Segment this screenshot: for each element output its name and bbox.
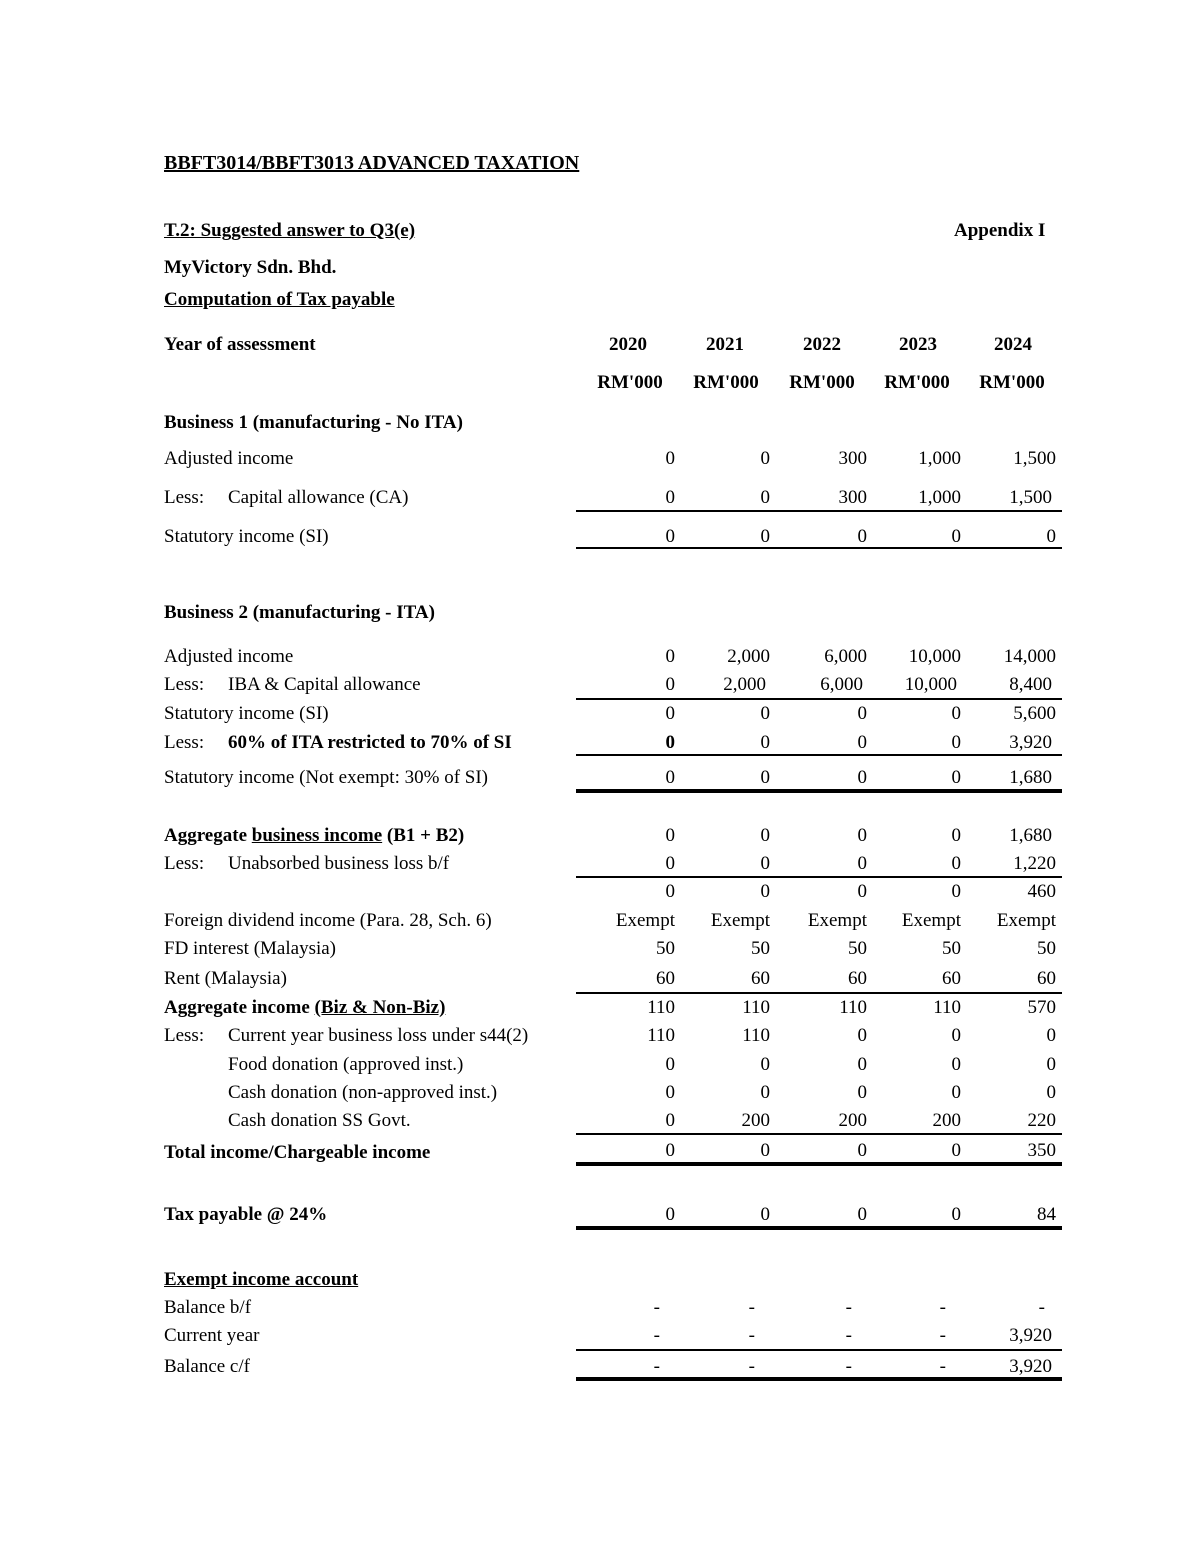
cell-value: 10,000 bbox=[904, 674, 957, 695]
cell-value: - bbox=[845, 1297, 852, 1318]
aggregate-business-label: Aggregate business income (B1 + B2) bbox=[164, 825, 465, 846]
cell-value: 0 bbox=[857, 732, 867, 753]
cell-value: 0 bbox=[665, 825, 675, 846]
cell-value: 84 bbox=[1037, 1204, 1056, 1225]
cell-value: 200 bbox=[741, 1110, 770, 1131]
rule-line bbox=[576, 1377, 1062, 1381]
cell-value: 200 bbox=[932, 1110, 961, 1131]
row-label: Capital allowance (CA) bbox=[228, 487, 409, 508]
business2-heading: Business 2 (manufacturing - ITA) bbox=[164, 602, 435, 623]
less-prefix: Less: bbox=[164, 674, 205, 695]
cell-value: 1,000 bbox=[918, 487, 961, 508]
less-prefix: Less: bbox=[164, 487, 205, 508]
cell-value: 0 bbox=[760, 1082, 770, 1103]
cell-value: 3,920 bbox=[1009, 1325, 1052, 1346]
cell-value: 50 bbox=[1037, 938, 1056, 959]
cell-value: 0 bbox=[665, 487, 675, 508]
aggregate-income-label: Aggregate income (Biz & Non-Biz) bbox=[164, 997, 446, 1018]
cell-value: 0 bbox=[951, 1054, 961, 1075]
cell-value: 60 bbox=[942, 968, 961, 989]
rule-line bbox=[576, 698, 1062, 700]
cell-value: 50 bbox=[656, 938, 675, 959]
cell-value: 60 bbox=[751, 968, 770, 989]
year-header: 2021 bbox=[706, 334, 744, 355]
cell-value: 570 bbox=[1027, 997, 1056, 1018]
year-header: 2023 bbox=[899, 334, 937, 355]
rule-line bbox=[576, 876, 1062, 878]
unit-header: RM'000 bbox=[884, 372, 950, 393]
unit-header: RM'000 bbox=[979, 372, 1045, 393]
cell-value: 350 bbox=[1027, 1140, 1056, 1161]
cell-value: 0 bbox=[760, 487, 770, 508]
cell-value: 0 bbox=[665, 1082, 675, 1103]
cell-value: Exempt bbox=[807, 910, 867, 931]
cell-value: 300 bbox=[838, 448, 867, 469]
cell-value: 0 bbox=[951, 732, 961, 753]
cell-value: 0 bbox=[1046, 526, 1056, 547]
cell-value: 0 bbox=[951, 703, 961, 724]
row-label: Balance c/f bbox=[164, 1356, 250, 1377]
cell-value: 0 bbox=[857, 1054, 867, 1075]
row-label: Statutory income (Not exempt: 30% of SI) bbox=[164, 767, 488, 788]
cell-value: 3,920 bbox=[1009, 1356, 1052, 1377]
row-label: IBA & Capital allowance bbox=[228, 674, 421, 695]
cell-value: 0 bbox=[857, 825, 867, 846]
rule-line bbox=[576, 1226, 1062, 1230]
cell-value: 0 bbox=[760, 1054, 770, 1075]
cell-value: 110 bbox=[742, 997, 770, 1018]
cell-value: 3,920 bbox=[1009, 732, 1052, 753]
year-label: Year of assessment bbox=[164, 334, 316, 355]
cell-value: - bbox=[653, 1325, 660, 1346]
less-prefix: Less: bbox=[164, 732, 205, 753]
row-label: Unabsorbed business loss b/f bbox=[228, 853, 450, 874]
cell-value: 0 bbox=[760, 853, 770, 874]
cell-value: - bbox=[845, 1325, 852, 1346]
question-title: T.2: Suggested answer to Q3(e) bbox=[164, 220, 416, 241]
cell-value: 0 bbox=[665, 853, 675, 874]
cell-value: 0 bbox=[951, 881, 961, 902]
cell-value: 0 bbox=[760, 825, 770, 846]
cell-value: 0 bbox=[951, 825, 961, 846]
cell-value: 0 bbox=[951, 767, 961, 788]
business1-heading: Business 1 (manufacturing - No ITA) bbox=[164, 412, 463, 433]
cell-value: 0 bbox=[857, 1140, 867, 1161]
cell-value: 0 bbox=[665, 703, 675, 724]
row-label: Foreign dividend income (Para. 28, Sch. 6) bbox=[164, 910, 492, 931]
cell-value: 60 bbox=[1037, 968, 1056, 989]
cell-value: - bbox=[653, 1297, 660, 1318]
cell-value: 0 bbox=[1046, 1025, 1056, 1046]
cell-value: 1,220 bbox=[1013, 853, 1056, 874]
row-label: Cash donation (non-approved inst.) bbox=[228, 1082, 498, 1103]
cell-value: 0 bbox=[760, 1204, 770, 1225]
cell-value: 1,000 bbox=[918, 448, 961, 469]
cell-value: - bbox=[653, 1356, 660, 1377]
cell-value: 0 bbox=[665, 767, 675, 788]
cell-value: 0 bbox=[951, 526, 961, 547]
cell-value: - bbox=[1038, 1297, 1045, 1318]
row-label: Cash donation SS Govt. bbox=[228, 1110, 411, 1131]
cell-value: 460 bbox=[1027, 881, 1056, 902]
cell-value: 6,000 bbox=[820, 674, 863, 695]
year-header: 2024 bbox=[994, 334, 1032, 355]
cell-value: 2,000 bbox=[723, 674, 766, 695]
cell-value: 220 bbox=[1027, 1110, 1056, 1131]
cell-value: 50 bbox=[751, 938, 770, 959]
cell-value: 0 bbox=[760, 732, 770, 753]
row-label: Rent (Malaysia) bbox=[164, 968, 287, 989]
computation-title: Computation of Tax payable bbox=[164, 289, 395, 310]
cell-value: 1,500 bbox=[1009, 487, 1052, 508]
cell-value: 0 bbox=[760, 881, 770, 902]
appendix-label: Appendix I bbox=[954, 220, 1046, 241]
rule-line bbox=[576, 992, 1062, 994]
cell-value: 200 bbox=[838, 1110, 867, 1131]
unit-header: RM'000 bbox=[789, 372, 855, 393]
cell-value: 0 bbox=[857, 703, 867, 724]
cell-value: 2,000 bbox=[727, 646, 770, 667]
cell-value: 0 bbox=[665, 732, 675, 753]
cell-value: 0 bbox=[760, 448, 770, 469]
cell-value: - bbox=[939, 1297, 946, 1318]
rule-line bbox=[576, 510, 1062, 512]
cell-value: 0 bbox=[951, 1025, 961, 1046]
cell-value: 0 bbox=[951, 1204, 961, 1225]
cell-value: 10,000 bbox=[908, 646, 961, 667]
cell-value: 0 bbox=[760, 703, 770, 724]
total-income-label: Total income/Chargeable income bbox=[164, 1142, 431, 1163]
exempt-account-heading: Exempt income account bbox=[164, 1269, 359, 1290]
cell-value: 110 bbox=[742, 1025, 770, 1046]
cell-value: 0 bbox=[760, 1140, 770, 1161]
cell-value: - bbox=[748, 1356, 755, 1377]
less-prefix: Less: bbox=[164, 1025, 205, 1046]
cell-value: Exempt bbox=[615, 910, 675, 931]
cell-value: 110 bbox=[647, 1025, 675, 1046]
cell-value: Exempt bbox=[996, 910, 1056, 931]
rule-line bbox=[576, 1349, 1062, 1351]
cell-value: 60 bbox=[848, 968, 867, 989]
cell-value: 0 bbox=[951, 1082, 961, 1103]
cell-value: 50 bbox=[848, 938, 867, 959]
company-name: MyVictory Sdn. Bhd. bbox=[164, 257, 337, 278]
cell-value: 0 bbox=[760, 526, 770, 547]
cell-value: 0 bbox=[951, 1140, 961, 1161]
cell-value: Exempt bbox=[901, 910, 961, 931]
cell-value: 14,000 bbox=[1003, 646, 1056, 667]
cell-value: 0 bbox=[665, 1054, 675, 1075]
cell-value: - bbox=[939, 1356, 946, 1377]
less-prefix: Less: bbox=[164, 853, 205, 874]
cell-value: 0 bbox=[857, 1082, 867, 1103]
row-label: Current year business loss under s44(2) bbox=[228, 1025, 529, 1046]
cell-value: 60 bbox=[656, 968, 675, 989]
cell-value: 1,680 bbox=[1009, 825, 1052, 846]
unit-header: RM'000 bbox=[597, 372, 663, 393]
cell-value: 0 bbox=[665, 881, 675, 902]
cell-value: - bbox=[845, 1356, 852, 1377]
cell-value: 0 bbox=[665, 526, 675, 547]
cell-value: 0 bbox=[857, 1204, 867, 1225]
cell-value: 0 bbox=[857, 881, 867, 902]
cell-value: - bbox=[748, 1297, 755, 1318]
cell-value: 8,400 bbox=[1009, 674, 1052, 695]
cell-value: 0 bbox=[760, 767, 770, 788]
cell-value: 110 bbox=[933, 997, 961, 1018]
rule-line bbox=[576, 789, 1062, 793]
row-label: Current year bbox=[164, 1325, 260, 1346]
cell-value: 0 bbox=[951, 853, 961, 874]
cell-value: 5,600 bbox=[1013, 703, 1056, 724]
cell-value: 0 bbox=[665, 448, 675, 469]
cell-value: - bbox=[939, 1325, 946, 1346]
cell-value: 0 bbox=[857, 1025, 867, 1046]
cell-value: 6,000 bbox=[824, 646, 867, 667]
rule-line bbox=[576, 1133, 1062, 1135]
row-label: FD interest (Malaysia) bbox=[164, 938, 337, 959]
row-label: Adjusted income bbox=[164, 646, 294, 667]
row-label: Adjusted income bbox=[164, 448, 294, 469]
rule-line bbox=[576, 1162, 1062, 1166]
cell-value: 0 bbox=[1046, 1054, 1056, 1075]
cell-value: 300 bbox=[838, 487, 867, 508]
row-label: Statutory income (SI) bbox=[164, 526, 329, 547]
cell-value: 110 bbox=[647, 997, 675, 1018]
rule-line bbox=[576, 754, 1062, 756]
cell-value: - bbox=[748, 1325, 755, 1346]
cell-value: 0 bbox=[665, 674, 675, 695]
cell-value: 0 bbox=[665, 646, 675, 667]
course-title: BBFT3014/BBFT3013 ADVANCED TAXATION bbox=[164, 152, 580, 174]
row-label: Statutory income (SI) bbox=[164, 703, 329, 724]
cell-value: 0 bbox=[857, 853, 867, 874]
cell-value: 0 bbox=[857, 526, 867, 547]
row-label: Food donation (approved inst.) bbox=[228, 1054, 464, 1075]
cell-value: 0 bbox=[665, 1140, 675, 1161]
cell-value: 1,500 bbox=[1013, 448, 1056, 469]
cell-value: 50 bbox=[942, 938, 961, 959]
unit-header: RM'000 bbox=[693, 372, 759, 393]
year-header: 2022 bbox=[803, 334, 841, 355]
cell-value: 110 bbox=[839, 997, 867, 1018]
cell-value: 0 bbox=[1046, 1082, 1056, 1103]
rule-line bbox=[576, 547, 1062, 549]
year-header: 2020 bbox=[609, 334, 647, 355]
cell-value: 0 bbox=[857, 767, 867, 788]
tax-payable-label: Tax payable @ 24% bbox=[164, 1204, 328, 1225]
cell-value: 1,680 bbox=[1009, 767, 1052, 788]
cell-value: Exempt bbox=[710, 910, 770, 931]
row-label: 60% of ITA restricted to 70% of SI bbox=[228, 732, 512, 753]
row-label: Balance b/f bbox=[164, 1297, 252, 1318]
cell-value: 0 bbox=[665, 1110, 675, 1131]
cell-value: 0 bbox=[665, 1204, 675, 1225]
